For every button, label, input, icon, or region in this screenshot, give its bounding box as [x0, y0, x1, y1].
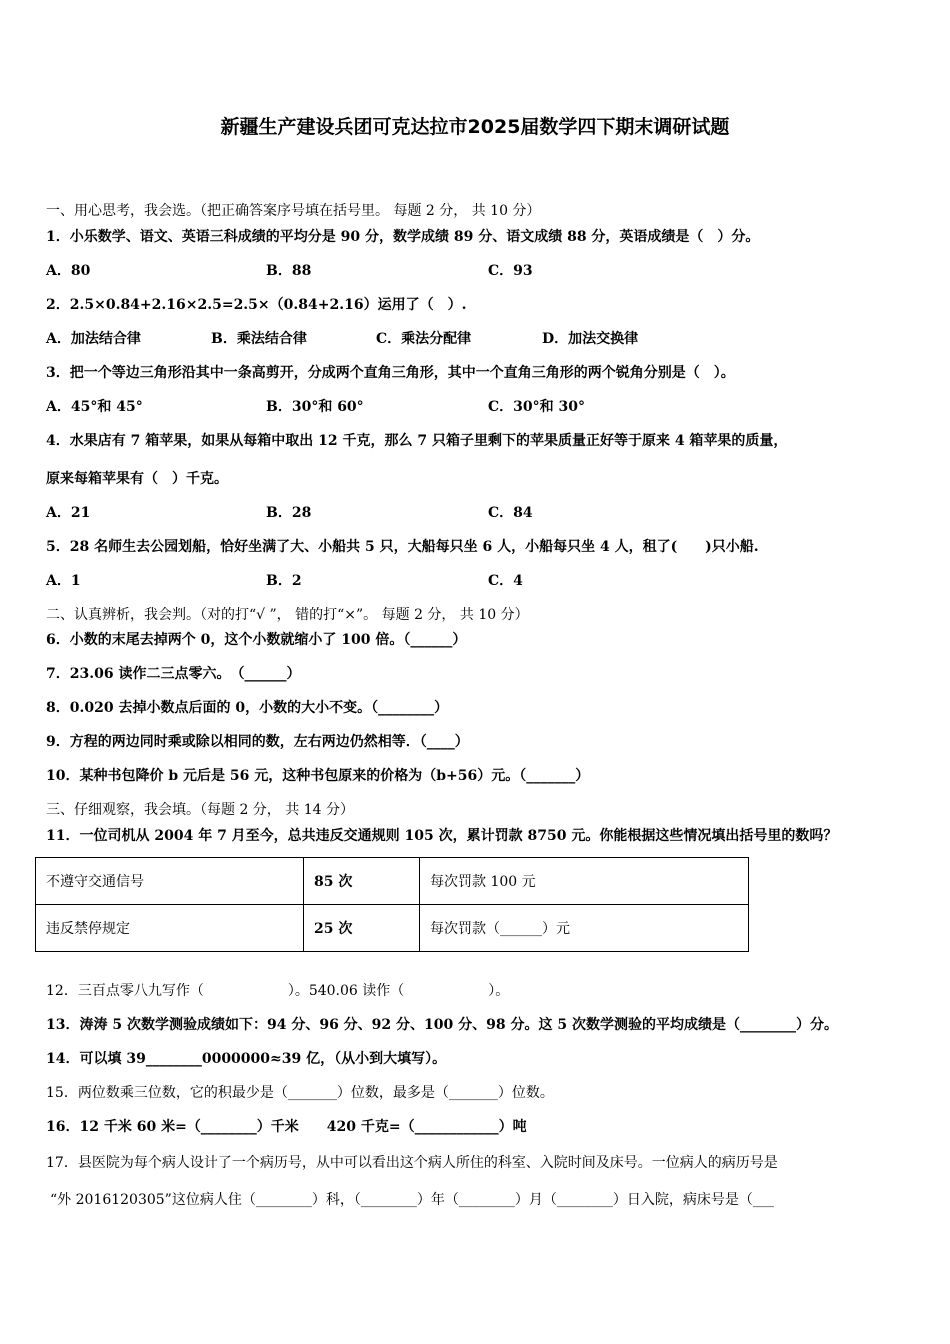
section-2-heading: 二、认真辨析，我会判。（对的打“√ ”， 错的打“×”。 每题 2 分， 共 10 分） [46, 607, 529, 623]
question-3: 3．把一个等边三角形沿其中一条高剪开，分成两个直角三角形，其中一个直角三角形的两个锐角分别是（ ）。 [46, 365, 735, 381]
q2-option-d: D．加法交换律 [542, 331, 639, 347]
question-14: 14．可以填 39________0000000≈39 亿，（从小到大填写）。 [46, 1051, 447, 1067]
table-cell: 25 次 [304, 905, 420, 952]
q3-option-b: B．30°和 60° [266, 399, 364, 415]
question-6: 6．小数的末尾去掉两个 0，这个小数就缩小了 100 倍。（______） [46, 632, 467, 648]
question-1: 1．小乐数学、语文、英语三科成绩的平均分是 90 分，数学成绩 89 分、语文成绩 88 分，英语成绩是（ ）分。 [46, 229, 760, 245]
q3-option-c: C．30°和 30° [488, 399, 585, 415]
question-12: 12．三百点零八九写作（ ）。540.06 读作（ ）。 [46, 983, 510, 999]
q2-option-c: C．乘法分配律 [376, 331, 472, 347]
question-4-line-1: 4．水果店有 7 箱苹果，如果从每箱中取出 12 千克，那么 7 只箱子里剩下的苹果质量正好等于原来 4 箱苹果的质量， [46, 433, 788, 449]
q5-option-b: B．2 [266, 573, 302, 589]
section-3-heading: 三、仔细观察，我会填。（每题 2 分， 共 14 分） [46, 802, 354, 818]
q2-option-b: B．乘法结合律 [211, 331, 307, 347]
question-2: 2．2.5×0.84+2.16×2.5=2.5×（0.84+2.16）运用了（ ）. [46, 297, 467, 313]
question-7: 7．23.06 读作二三点零六。 （______） [46, 666, 301, 682]
table-row [36, 858, 749, 905]
q4-option-b: B．28 [266, 505, 312, 521]
question-10: 10．某种书包降价 b 元后是 56 元，这种书包原来的价格为（b+56）元。（_______） [46, 768, 590, 784]
question-17-line-1: 17．县医院为每个病人设计了一个病历号，从中可以看出这个病人所住的科室、入院时间及床号。一位病人的病历号是 [46, 1155, 778, 1171]
table-cell: 不遵守交通信号 [36, 858, 304, 905]
q5-option-a: A．1 [46, 573, 81, 589]
q4-option-c: C．84 [488, 505, 533, 521]
table-cell: 违反禁停规定 [36, 905, 304, 952]
question-8: 8．0.020 去掉小数点后面的 0，小数的大小不变。（________） [46, 700, 449, 716]
table-row [36, 905, 749, 952]
section-1-heading: 一、用心思考，我会选。（把正确答案序号填在括号里。 每题 2 分， 共 10 分） [46, 203, 541, 219]
question-5: 5．28 名师生去公园划船，恰好坐满了大、小船共 5 只，大船每只坐 6 人，小船每只坐 4 人，租了( )只小船. [46, 539, 759, 555]
violation-table [35, 857, 749, 952]
question-16: 16．12 千米 60 米=（________）千米 420 千克=（____________）吨 [46, 1119, 527, 1135]
table-cell: 85 次 [304, 858, 420, 905]
table-cell: 每次罚款（______）元 [420, 905, 749, 952]
table-cell: 每次罚款 100 元 [420, 858, 749, 905]
question-4-line-2: 原来每箱苹果有（ ）千克。 [46, 471, 228, 487]
question-13: 13．涛涛 5 次数学测验成绩如下：94 分、96 分、92 分、100 分、98 分。这 5 次数学测验的平均成绩是（________）分。 [46, 1017, 838, 1033]
q5-option-c: C．4 [488, 573, 523, 589]
question-11: 11．一位司机从 2004 年 7 月至今，总共违反交通规则 105 次，累计罚款 8750 元。你能根据这些情况填出括号里的数吗？ [46, 828, 838, 844]
question-15: 15．两位数乘三位数，它的积最少是（_______）位数，最多是（_______）位数。 [46, 1085, 554, 1101]
q1-option-c: C．93 [488, 263, 533, 279]
q3-option-a: A．45°和 45° [46, 399, 143, 415]
page-title: 新疆生产建设兵团可克达拉市2025届数学四下期末调研试题 [220, 116, 730, 138]
q1-option-a: A．80 [46, 263, 91, 279]
q2-option-a: A．加法结合律 [46, 331, 141, 347]
q1-option-b: B．88 [266, 263, 312, 279]
question-9: 9．方程的两边同时乘或除以相同的数，左右两边仍然相等．（____） [46, 734, 469, 750]
q4-option-a: A．21 [46, 505, 91, 521]
question-17-line-2: “外 2016120305”这位病人住（________）科，（________）年（________）月（________）日入院，病床号是（___ [50, 1192, 774, 1208]
